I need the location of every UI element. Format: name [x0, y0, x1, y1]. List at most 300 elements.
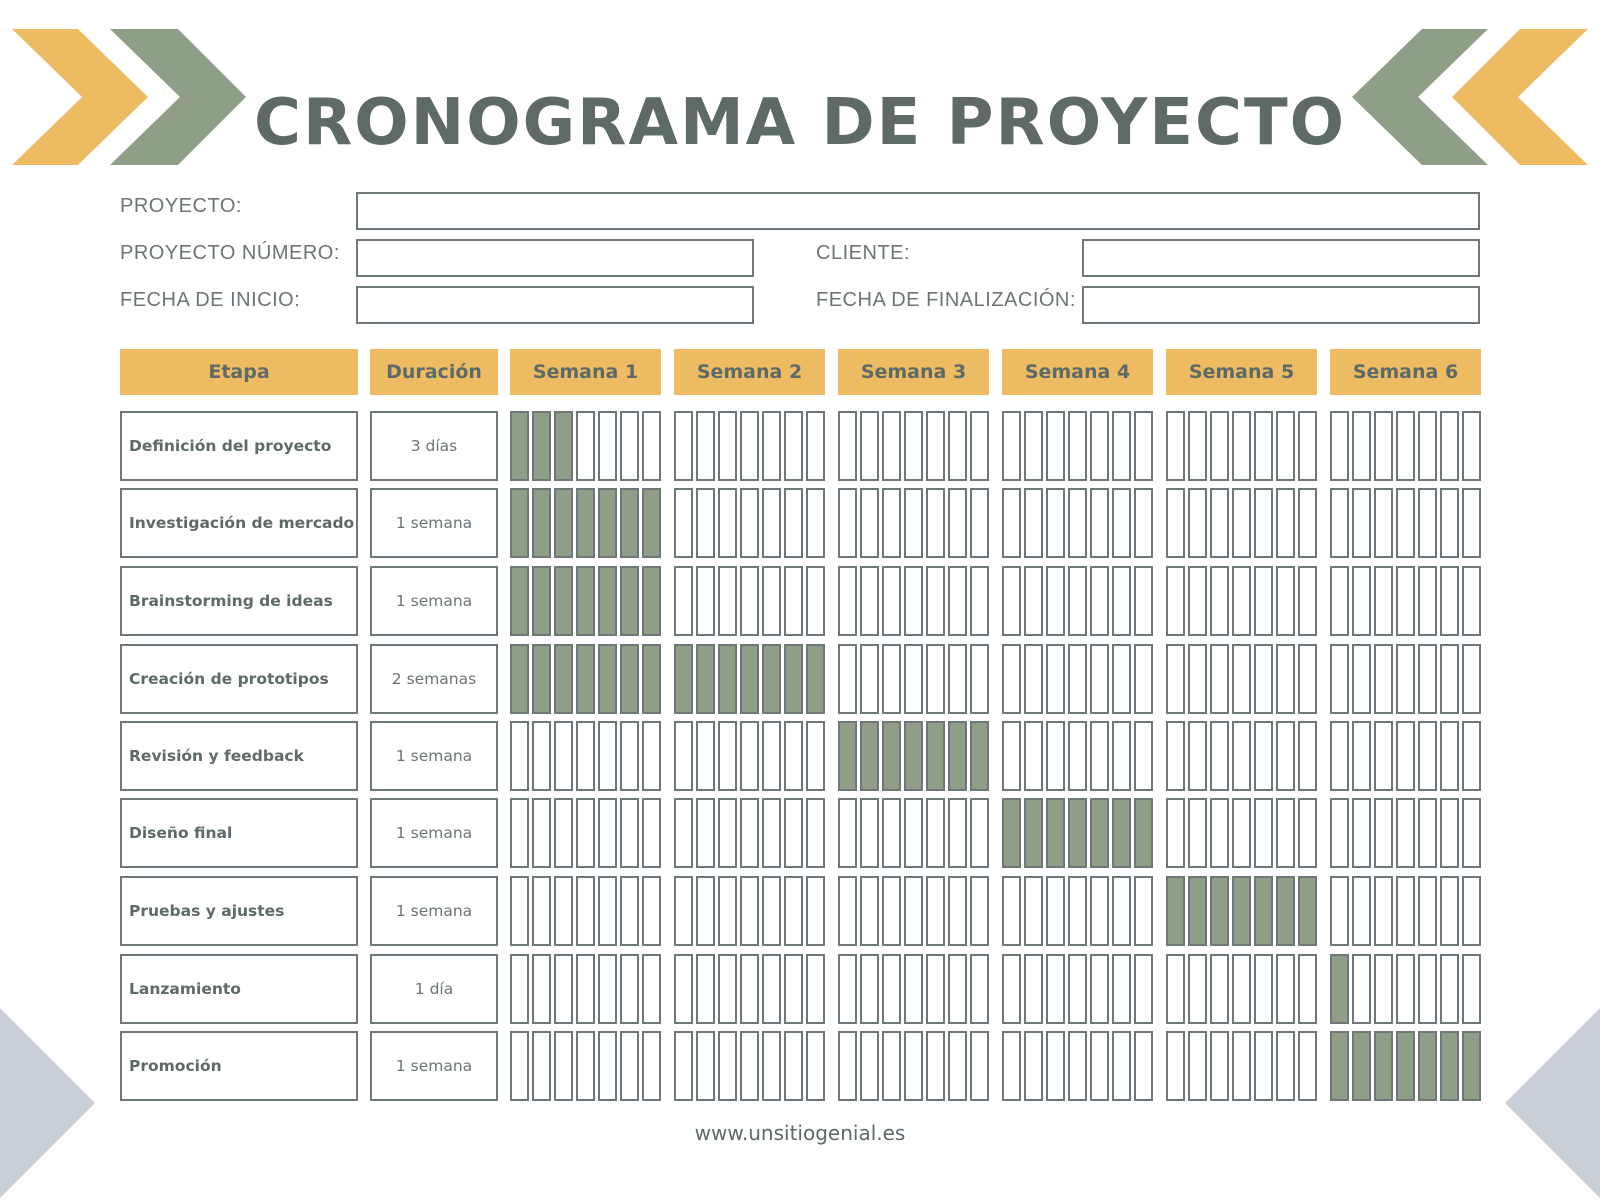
day-cell [1254, 411, 1273, 481]
day-cell [1396, 798, 1415, 868]
stage-cell: Creación de prototipos [120, 644, 358, 714]
day-cell [1210, 954, 1229, 1024]
day-cell [882, 488, 901, 558]
day-cell [1298, 954, 1317, 1024]
day-cell [1090, 566, 1109, 636]
day-cell [1046, 488, 1065, 558]
day-cell [1068, 488, 1087, 558]
day-cell [718, 721, 737, 791]
header-week-6: Semana 6 [1330, 349, 1481, 395]
day-cell [1396, 411, 1415, 481]
project-field[interactable] [356, 192, 1480, 230]
day-cell [1166, 876, 1185, 946]
day-cell [1134, 411, 1153, 481]
day-cell [1440, 798, 1459, 868]
day-cell [860, 411, 879, 481]
day-cell [1298, 1031, 1317, 1101]
duration-cell: 3 días [370, 411, 498, 481]
day-cell [882, 644, 901, 714]
day-cell [620, 954, 639, 1024]
day-cell [1462, 798, 1481, 868]
day-cell [1418, 798, 1437, 868]
day-cell [806, 411, 825, 481]
project-number-field[interactable] [356, 239, 754, 277]
day-cell [1134, 488, 1153, 558]
day-cell [1188, 488, 1207, 558]
day-cell [1232, 721, 1251, 791]
day-cell [532, 721, 551, 791]
day-cell [882, 1031, 901, 1101]
day-cell [970, 798, 989, 868]
day-cell [1024, 488, 1043, 558]
stage-cell: Promoción [120, 1031, 358, 1101]
day-cell [1374, 1031, 1393, 1101]
day-cell [620, 798, 639, 868]
day-cell [1134, 954, 1153, 1024]
day-cell [1068, 411, 1087, 481]
day-cell [1068, 876, 1087, 946]
day-cell [576, 1031, 595, 1101]
day-cell [554, 798, 573, 868]
header-week-2: Semana 2 [674, 349, 825, 395]
end-date-label: FECHA DE FINALIZACIÓN: [816, 289, 1076, 311]
day-cell [718, 876, 737, 946]
day-cell [1352, 798, 1371, 868]
day-cell [1090, 488, 1109, 558]
header-week-5: Semana 5 [1166, 349, 1317, 395]
day-cell [1166, 411, 1185, 481]
day-cell [1396, 566, 1415, 636]
day-cell [1276, 798, 1295, 868]
duration-cell: 1 semana [370, 488, 498, 558]
day-cell [1254, 488, 1273, 558]
day-cell [904, 954, 923, 1024]
day-cell [838, 954, 857, 1024]
day-cell [1134, 721, 1153, 791]
day-cell [1046, 876, 1065, 946]
day-cell [948, 798, 967, 868]
stage-cell: Lanzamiento [120, 954, 358, 1024]
day-cell [1374, 876, 1393, 946]
day-cell [1046, 566, 1065, 636]
day-cell [762, 954, 781, 1024]
day-cell [598, 1031, 617, 1101]
page-title: CRONOGRAMA DE PROYECTO [254, 86, 1346, 160]
day-cell [806, 876, 825, 946]
day-cell [1276, 566, 1295, 636]
day-cell [740, 954, 759, 1024]
day-cell [740, 411, 759, 481]
day-cell [1188, 411, 1207, 481]
day-cell [620, 644, 639, 714]
day-cell [718, 954, 737, 1024]
day-cell [1002, 721, 1021, 791]
day-cell [510, 721, 529, 791]
day-cell [904, 798, 923, 868]
day-cell [740, 721, 759, 791]
day-cell [598, 721, 617, 791]
day-cell [696, 798, 715, 868]
day-cell [532, 488, 551, 558]
day-cell [1352, 876, 1371, 946]
day-cell [1002, 566, 1021, 636]
day-cell [926, 644, 945, 714]
day-cell [696, 411, 715, 481]
day-cell [1396, 1031, 1415, 1101]
day-cell [1418, 876, 1437, 946]
day-cell [926, 566, 945, 636]
day-cell [1046, 411, 1065, 481]
day-cell [882, 721, 901, 791]
client-field[interactable] [1082, 239, 1480, 277]
day-cell [970, 1031, 989, 1101]
day-cell [576, 411, 595, 481]
day-cell [554, 876, 573, 946]
day-cell [1002, 411, 1021, 481]
day-cell [620, 721, 639, 791]
day-cell [620, 566, 639, 636]
header-stage: Etapa [120, 349, 358, 395]
day-cell [1276, 954, 1295, 1024]
day-cell [1090, 1031, 1109, 1101]
day-cell [740, 644, 759, 714]
day-cell [970, 566, 989, 636]
day-cell [642, 644, 661, 714]
day-cell [1024, 954, 1043, 1024]
day-cell [784, 721, 803, 791]
day-cell [904, 876, 923, 946]
day-cell [1188, 721, 1207, 791]
duration-cell: 1 semana [370, 1031, 498, 1101]
day-cell [970, 488, 989, 558]
day-cell [1188, 1031, 1207, 1101]
day-cell [740, 566, 759, 636]
day-cell [1254, 644, 1273, 714]
day-cell [1090, 411, 1109, 481]
day-cell [1166, 1031, 1185, 1101]
day-cell [696, 721, 715, 791]
day-cell [806, 488, 825, 558]
day-cell [1254, 566, 1273, 636]
day-cell [510, 954, 529, 1024]
duration-cell: 2 semanas [370, 644, 498, 714]
day-cell [642, 721, 661, 791]
day-cell [532, 566, 551, 636]
day-cell [554, 1031, 573, 1101]
day-cell [510, 566, 529, 636]
day-cell [904, 488, 923, 558]
day-cell [1276, 644, 1295, 714]
day-cell [806, 721, 825, 791]
day-cell [838, 721, 857, 791]
day-cell [1210, 798, 1229, 868]
day-cell [1396, 954, 1415, 1024]
day-cell [762, 798, 781, 868]
day-cell [598, 488, 617, 558]
day-cell [1090, 644, 1109, 714]
start-date-field[interactable] [356, 286, 754, 324]
day-cell [1330, 488, 1349, 558]
day-cell [1440, 488, 1459, 558]
day-cell [532, 798, 551, 868]
day-cell [860, 644, 879, 714]
day-cell [948, 954, 967, 1024]
day-cell [1166, 954, 1185, 1024]
day-cell [718, 566, 737, 636]
day-cell [806, 644, 825, 714]
footer-website: www.unsitiogenial.es [694, 1121, 906, 1145]
day-cell [1046, 954, 1065, 1024]
day-cell [1352, 411, 1371, 481]
day-cell [1440, 411, 1459, 481]
day-cell [1396, 488, 1415, 558]
day-cell [1002, 488, 1021, 558]
day-cell [1210, 411, 1229, 481]
day-cell [784, 644, 803, 714]
day-cell [1210, 488, 1229, 558]
duration-cell: 1 semana [370, 798, 498, 868]
day-cell [1024, 566, 1043, 636]
day-cell [1254, 876, 1273, 946]
day-cell [1210, 876, 1229, 946]
day-cell [1330, 411, 1349, 481]
day-cell [948, 644, 967, 714]
day-cell [1462, 411, 1481, 481]
day-cell [1002, 644, 1021, 714]
day-cell [1134, 566, 1153, 636]
header-week-1: Semana 1 [510, 349, 661, 395]
day-cell [510, 1031, 529, 1101]
day-cell [1090, 876, 1109, 946]
day-cell [860, 721, 879, 791]
day-cell [1462, 876, 1481, 946]
day-cell [1330, 1031, 1349, 1101]
day-cell [1046, 721, 1065, 791]
day-cell [674, 566, 693, 636]
day-cell [882, 411, 901, 481]
day-cell [1232, 488, 1251, 558]
end-date-field[interactable] [1082, 286, 1480, 324]
day-cell [948, 721, 967, 791]
day-cell [1298, 566, 1317, 636]
day-cell [1276, 411, 1295, 481]
day-cell [784, 1031, 803, 1101]
day-cell [532, 954, 551, 1024]
day-cell [674, 644, 693, 714]
day-cell [860, 876, 879, 946]
day-cell [554, 954, 573, 1024]
day-cell [1112, 876, 1131, 946]
day-cell [970, 954, 989, 1024]
day-cell [1298, 876, 1317, 946]
day-cell [1024, 721, 1043, 791]
day-cell [1352, 721, 1371, 791]
day-cell [576, 488, 595, 558]
day-cell [576, 721, 595, 791]
day-cell [926, 954, 945, 1024]
day-cell [860, 1031, 879, 1101]
day-cell [1188, 876, 1207, 946]
day-cell [1002, 954, 1021, 1024]
day-cell [1068, 798, 1087, 868]
day-cell [598, 566, 617, 636]
client-label: CLIENTE: [816, 242, 911, 264]
day-cell [598, 876, 617, 946]
day-cell [1298, 488, 1317, 558]
day-cell [674, 488, 693, 558]
day-cell [970, 721, 989, 791]
day-cell [1068, 644, 1087, 714]
day-cell [620, 876, 639, 946]
day-cell [1440, 566, 1459, 636]
day-cell [1134, 1031, 1153, 1101]
day-cell [620, 488, 639, 558]
day-cell [1330, 566, 1349, 636]
day-cell [1068, 566, 1087, 636]
day-cell [904, 566, 923, 636]
day-cell [1002, 798, 1021, 868]
day-cell [554, 644, 573, 714]
day-cell [904, 1031, 923, 1101]
day-cell [1462, 954, 1481, 1024]
stage-cell: Brainstorming de ideas [120, 566, 358, 636]
day-cell [1352, 644, 1371, 714]
day-cell [1210, 1031, 1229, 1101]
day-cell [926, 721, 945, 791]
day-cell [784, 876, 803, 946]
day-cell [1462, 721, 1481, 791]
day-cell [1232, 876, 1251, 946]
day-cell [838, 488, 857, 558]
day-cell [806, 954, 825, 1024]
day-cell [1112, 721, 1131, 791]
day-cell [554, 488, 573, 558]
day-cell [1440, 876, 1459, 946]
day-cell [1254, 954, 1273, 1024]
day-cell [1068, 954, 1087, 1024]
day-cell [740, 488, 759, 558]
stage-cell: Diseño final [120, 798, 358, 868]
day-cell [1396, 644, 1415, 714]
day-cell [1112, 488, 1131, 558]
day-cell [882, 798, 901, 868]
day-cell [1232, 411, 1251, 481]
day-cell [1046, 1031, 1065, 1101]
day-cell [718, 488, 737, 558]
day-cell [784, 798, 803, 868]
day-cell [762, 1031, 781, 1101]
duration-cell: 1 semana [370, 876, 498, 946]
day-cell [1090, 798, 1109, 868]
day-cell [674, 1031, 693, 1101]
day-cell [642, 954, 661, 1024]
day-cell [718, 644, 737, 714]
day-cell [1166, 644, 1185, 714]
day-cell [970, 411, 989, 481]
day-cell [1352, 954, 1371, 1024]
day-cell [1024, 798, 1043, 868]
day-cell [1298, 411, 1317, 481]
day-cell [532, 411, 551, 481]
day-cell [1254, 798, 1273, 868]
day-cell [1090, 954, 1109, 1024]
day-cell [860, 566, 879, 636]
day-cell [642, 411, 661, 481]
day-cell [806, 798, 825, 868]
day-cell [642, 876, 661, 946]
day-cell [576, 876, 595, 946]
day-cell [838, 566, 857, 636]
day-cell [1232, 954, 1251, 1024]
header-week-4: Semana 4 [1002, 349, 1153, 395]
bottom-right-triangle-icon [1505, 1008, 1600, 1198]
day-cell [674, 798, 693, 868]
day-cell [1210, 644, 1229, 714]
day-cell [1276, 1031, 1295, 1101]
day-cell [1330, 876, 1349, 946]
day-cell [1330, 721, 1349, 791]
day-cell [926, 798, 945, 868]
day-cell [674, 876, 693, 946]
day-cell [838, 1031, 857, 1101]
day-cell [718, 1031, 737, 1101]
day-cell [576, 954, 595, 1024]
day-cell [1374, 954, 1393, 1024]
day-cell [1418, 954, 1437, 1024]
day-cell [1462, 566, 1481, 636]
day-cell [554, 411, 573, 481]
day-cell [718, 798, 737, 868]
day-cell [838, 798, 857, 868]
day-cell [1232, 1031, 1251, 1101]
header-duration: Duración [370, 349, 498, 395]
day-cell [1462, 1031, 1481, 1101]
day-cell [554, 566, 573, 636]
day-cell [598, 411, 617, 481]
day-cell [1112, 798, 1131, 868]
day-cell [860, 488, 879, 558]
day-cell [1374, 644, 1393, 714]
day-cell [1134, 876, 1153, 946]
day-cell [970, 876, 989, 946]
day-cell [1330, 954, 1349, 1024]
day-cell [860, 954, 879, 1024]
day-cell [1352, 488, 1371, 558]
duration-cell: 1 semana [370, 566, 498, 636]
day-cell [1002, 876, 1021, 946]
day-cell [762, 876, 781, 946]
day-cell [1112, 566, 1131, 636]
day-cell [1068, 721, 1087, 791]
day-cell [532, 1031, 551, 1101]
day-cell [762, 411, 781, 481]
day-cell [970, 644, 989, 714]
day-cell [1188, 954, 1207, 1024]
day-cell [740, 798, 759, 868]
day-cell [576, 798, 595, 868]
day-cell [620, 1031, 639, 1101]
day-cell [1440, 644, 1459, 714]
day-cell [642, 798, 661, 868]
day-cell [1374, 411, 1393, 481]
day-cell [1166, 566, 1185, 636]
day-cell [576, 566, 595, 636]
day-cell [1188, 798, 1207, 868]
day-cell [806, 1031, 825, 1101]
day-cell [948, 411, 967, 481]
day-cell [1166, 721, 1185, 791]
day-cell [740, 1031, 759, 1101]
